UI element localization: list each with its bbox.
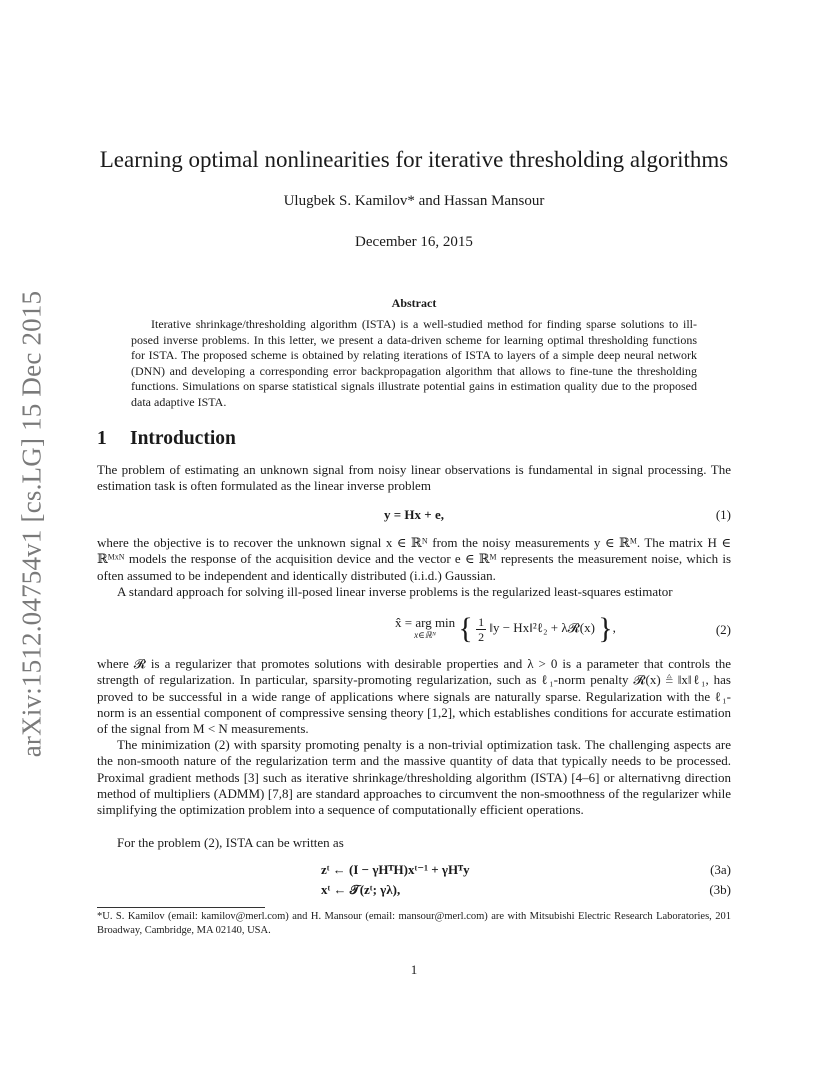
abstract-heading: Abstract (391, 296, 437, 310)
paragraph-4: where 𝓡 is a regularizer that promotes solutions with desirable properties and λ > 0 is a parameter that controls the strength of regularization. In particular, sparsity-promoting regularization, such as ℓ₁-norm penalty 𝓡(x) ≜ ‖x‖ℓ₁, has proved to be successful in a wide range of applications where signals are naturally sparse. Regularization with the ℓ₁-norm is an essential component of compressive sensing theory [1,2], which establishes conditions for accurate estimation of the signal from M < N measurements. (97, 656, 731, 737)
abstract-text: Iterative shrinkage/thresholding algorithm (ISTA) is a well-studied method for finding sparse solutions to ill-posed inverse problems. In this letter, we present a data-driven scheme for learning optimal thresholding functions for ISTA. The proposed scheme is obtained by relating iterations of ISTA to layers of a simple deep neural network (DNN) and developing a corresponding error backpropagation algorithm that allows to fine-tune the thresholding functions. Simulations on sparse statistical signals illustrate potential gains in estimation quality due to the proposed data adaptive ISTA. (131, 317, 697, 409)
paragraph-1: The problem of estimating an unknown signal from noisy linear observations is fundamental in signal processing. The estimation task is often formulated as the linear inverse problem (97, 462, 731, 494)
fraction: $\frac{1}{2}$ (478, 614, 485, 644)
equation-3b-body: xᵗ ← 𝒯(zᵗ; γλ), (321, 882, 401, 897)
section-heading (97, 428, 236, 450)
footnote: *U. S. Kamilov (email: kamilov@merl.com) and H. Mansour (email: mansour@merl.com) are with Mitsubishi Electric Research Laboratories, 201 Broadway, Cambridge, MA 02140, USA. (97, 911, 731, 936)
equation-1 (97, 507, 731, 525)
right-brace: } (598, 612, 613, 645)
equation-2 (97, 612, 731, 662)
equation-3b-tag: (3b) (709, 882, 731, 897)
paragraph-6: For the problem (2), ISTA can be written as (117, 835, 344, 850)
equation-1-tag: (1) (715, 507, 731, 522)
argmin-operator: x̂ = arg min x∈ℝᴺ (395, 615, 456, 640)
paragraph-3: A standard approach for solving ill-posed linear inverse problems is the regularized least-squares estimator (117, 584, 673, 599)
equation-3a-tag: (3a) (710, 862, 731, 877)
equation-3a (97, 862, 731, 880)
section-title: Introduction (130, 428, 236, 449)
page-number: 1 (410, 962, 418, 977)
publication-date: December 16, 2015 (355, 234, 473, 250)
arxiv-stamp-text: arXiv:1512.04754v1 [cs.LG] 15 Dec 2015 (16, 290, 47, 758)
equation-1-body: y = Hx + e, (384, 507, 444, 522)
arxiv-stamp (12, 286, 52, 762)
equation-2-body: x̂ = arg min x∈ℝᴺ { $\frac{1}{2}$ ‖y − Hx‖²ℓ₂ + λ𝓡(x) }, (395, 612, 616, 645)
section-number: 1 (97, 428, 107, 449)
objective-terms: ‖y − Hx‖²ℓ₂ + λ𝓡(x) (489, 619, 595, 635)
paragraph-5: The minimization (2) with sparsity promoting penalty is a non-trivial optimization task. The challenging aspects are the non-smooth nature of the regularization term and the massive quantity of data that typically needs to be processed. Proximal gradient methods [3] such as iterative shrinkage/thresholding algorithm (ISTA) [4–6] or alternativng direction method of multipliers (ADMM) [7,8] are standard approaches to circumvent the non-smoothness of the regularizer while simplifying the optimization problem into a sequence of computationally efficient operations. (97, 737, 731, 818)
equation-3b (97, 882, 731, 900)
paper-title: Learning optimal nonlinearities for iterative thresholding algorithms (99, 147, 729, 172)
author-list: Ulugbek S. Kamilov* and Hassan Mansour (283, 193, 545, 209)
left-brace: { (458, 612, 473, 645)
equation-3a-body: zᵗ ← (I − γHᵀH)xᵗ⁻¹ + γHᵀy (321, 862, 470, 877)
equation-2-tag: (2) (715, 622, 731, 637)
paragraph-2: where the objective is to recover the unknown signal x ∈ ℝᴺ from the noisy measurements y ∈ ℝᴹ. The matrix H ∈ ℝᴹˣᴺ models the response of the acquisition device and the vector e ∈ ℝᴹ represents the measurement noise, which is often assumed to be independent and identically distributed (i.i.d.) Gaussian. (97, 535, 731, 583)
footnote-rule (97, 907, 265, 908)
